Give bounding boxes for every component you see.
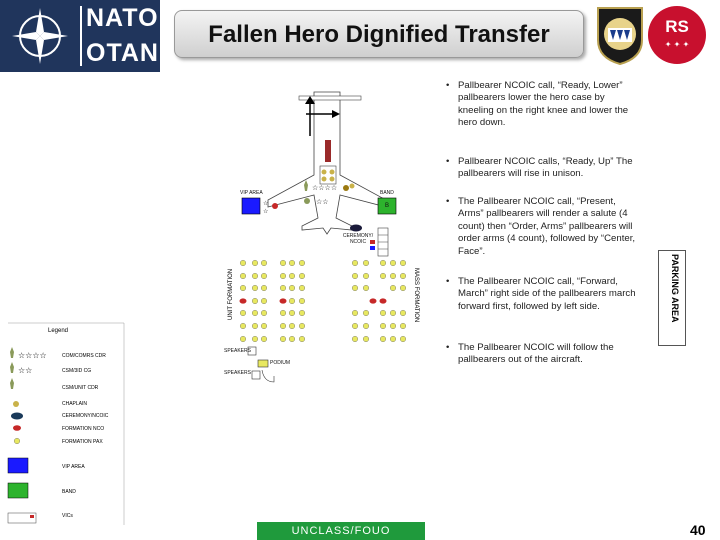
list-item: • Pallbearer NCOIC calls, “Ready, Up” The pallbearers will rise in unison. (446, 156, 633, 180)
list-item: • Pallbearer NCOIC call, “Ready, Lower” pallbearers lower the hero case by kneeling on the right knee and lower the hero down. (446, 80, 629, 129)
page-number: 40 (690, 522, 706, 538)
list-item: • The Pallbearer NCOIC will follow the pallbearers out of the aircraft. (446, 342, 614, 366)
band-marker: B (385, 203, 390, 209)
arrow-up-icon (305, 96, 315, 136)
page-title: Fallen Hero Dignified Transfer (208, 21, 550, 48)
vip-area-box (242, 198, 260, 214)
band-label: BAND (380, 190, 394, 196)
vip-area-star-icon: ☆ (263, 200, 269, 207)
mass-formation-label: MASS FORMATION (413, 268, 419, 323)
vip-area-star-icon: ☆ (263, 208, 269, 215)
list-item: • The Pallbearer NCOIC call, “Forward, March” right side of the pallbearers march forward first, followed by left side. (446, 276, 636, 312)
unit-formation-label: UNIT FORMATION (228, 268, 234, 320)
legend-band-icon (8, 483, 28, 498)
legend-label: BAND (62, 489, 76, 495)
svg-text:☆☆: ☆☆ (316, 198, 329, 206)
legend-ceremony-ncoic-icon (11, 413, 23, 420)
podium-label: PODIUM (270, 360, 290, 366)
legend-label: VICs (62, 513, 73, 519)
list-item: • The Pallbearer NCOIC call, “Present, Arms” pallbearers will render a salute (4 count) then “Order, Arms” pallbearers will order arms (4 count), followed by “Center, Face”. (446, 196, 636, 257)
legend-formation-nco-icon (13, 425, 21, 431)
speaker-icon (252, 371, 260, 379)
nato-line2: OTAN (86, 39, 159, 67)
rs-badge-text: RS (665, 17, 689, 36)
legend-vip-area-icon (8, 458, 28, 473)
legend-label: CEREMONY/NCOIC (62, 413, 109, 419)
speakers-label: SPEAKERS (224, 348, 251, 354)
legend-figure-icon (10, 362, 14, 373)
legend-label: CHAPLAIN (62, 401, 88, 407)
legend-stars-icon: ☆☆☆☆ (18, 351, 47, 360)
legend-label: VIP AREA (62, 464, 85, 470)
ceremony-ncoic-marker-icon (350, 225, 362, 232)
svg-text:☆☆☆☆: ☆☆☆☆ (312, 184, 338, 192)
legend-label: FORMATION PAX (62, 439, 103, 445)
legend-figure-icon (10, 347, 14, 358)
legend-label: FORMATION NCO (62, 426, 105, 432)
chaplain-marker-icon (272, 203, 278, 209)
legend-label: CSM/UNIT CDR (62, 385, 99, 391)
pallbearer-group-icon (320, 166, 336, 184)
legend-title: Legend (48, 328, 69, 334)
ceremony-ncoic-label: CEREMONY/ NCOIC (342, 233, 374, 245)
legend-label: COM/COMRS CDR (62, 353, 106, 359)
parking-area-label: PARKING AREA (670, 254, 680, 323)
legend-chaplain-icon (13, 401, 19, 407)
podium-icon (258, 360, 268, 367)
speakers-label: SPEAKERS (224, 370, 251, 376)
nato-line1: NATO (86, 4, 159, 32)
vip-area-label: VIP AREA (240, 190, 263, 196)
classification-banner: UNCLASS/FOUO (257, 522, 425, 540)
legend-formation-pax-icon (14, 438, 20, 444)
rs-badge-subtext-icon: ✦ ✦ ✦ (664, 40, 690, 49)
legend-label: CSM/3ID CG (62, 368, 92, 374)
podium-arc-icon (262, 370, 274, 382)
legend-stars-icon: ☆☆ (18, 366, 33, 375)
legend-figure-icon (10, 378, 14, 389)
